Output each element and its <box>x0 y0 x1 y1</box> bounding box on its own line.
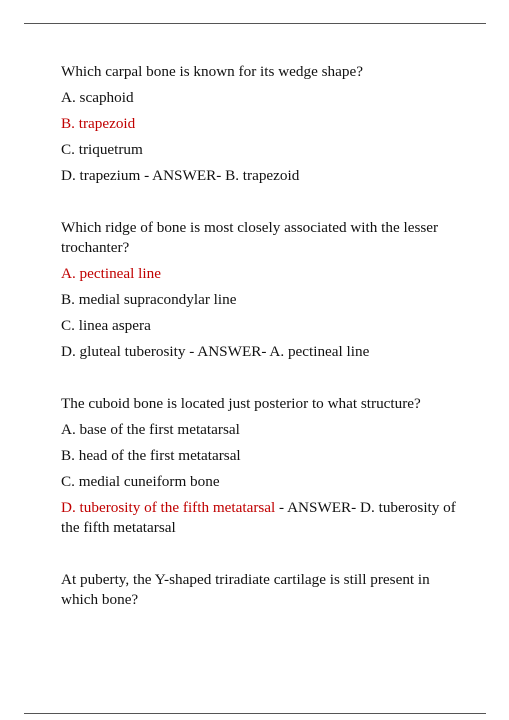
option-c: C. medial cuneiform bone <box>61 473 220 490</box>
question-text: Which carpal bone is known for its wedge shape? <box>61 63 363 80</box>
option-b-correct: B. trapezoid <box>61 115 136 132</box>
footer-rule <box>24 713 486 714</box>
option-b: B. head of the first metatarsal <box>61 447 241 464</box>
option-d <box>61 166 456 186</box>
question-text: At puberty, the Y-shaped triradiate cartilage is still present in which bone? <box>61 571 430 608</box>
option-b: B. medial supracondylar line <box>61 291 237 308</box>
option-d-text: D. gluteal tuberosity <box>61 343 186 360</box>
question-text: The cuboid bone is located just posterior to what structure? <box>61 395 421 412</box>
question-block-3 <box>61 394 456 538</box>
answer-text: - ANSWER- A. pectineal line <box>185 343 370 360</box>
question-block-4 <box>61 570 456 610</box>
header-rule <box>24 23 486 24</box>
question-block-2 <box>61 218 456 362</box>
option-a: A. scaphoid <box>61 89 134 106</box>
document-body <box>61 62 456 642</box>
option-a-correct: A. pectineal line <box>61 265 161 282</box>
option-c: C. linea aspera <box>61 317 151 334</box>
option-c: C. triquetrum <box>61 141 143 158</box>
option-d-text-correct: D. tuberosity of the fifth metatarsal <box>61 499 276 516</box>
option-d <box>61 342 456 362</box>
answer-text: - ANSWER- B. trapezoid <box>140 167 300 184</box>
question-block-1 <box>61 62 456 186</box>
answer-text: - ANSWER- D. tuberosity of the fifth metatarsal <box>61 499 456 536</box>
option-d-text: D. trapezium <box>61 167 141 184</box>
question-text: Which ridge of bone is most closely associated with the lesser trochanter? <box>61 219 439 256</box>
option-d <box>61 498 456 538</box>
option-a: A. base of the first metatarsal <box>61 421 240 438</box>
